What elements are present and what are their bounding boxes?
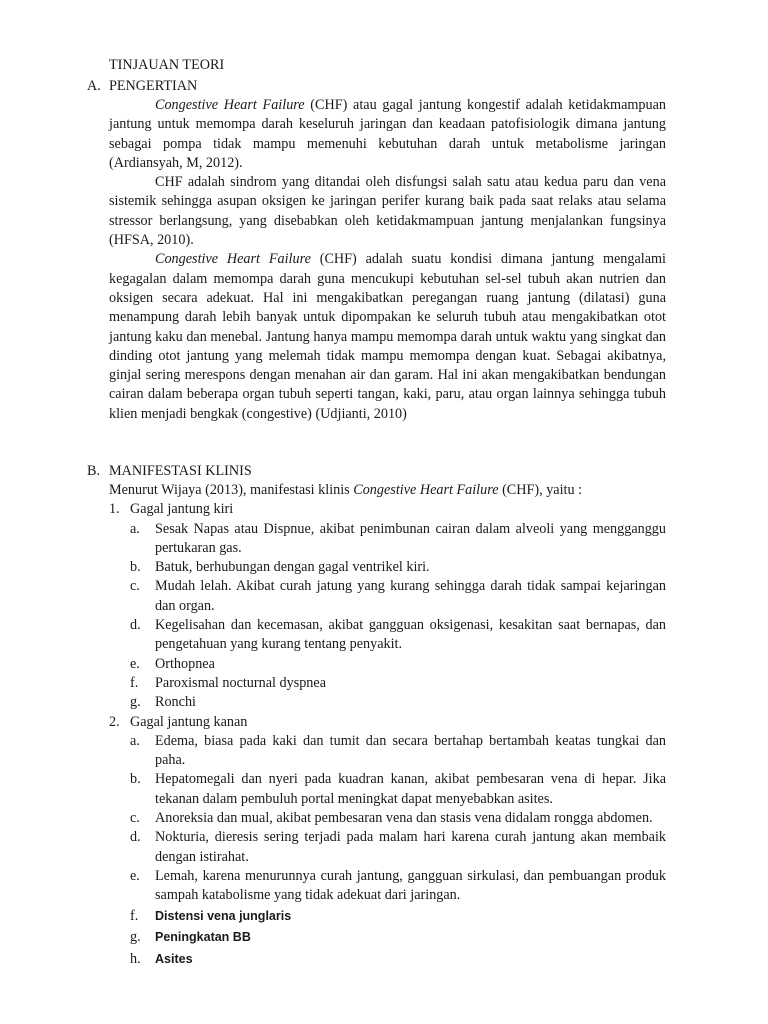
list-item	[109, 558, 666, 577]
paragraph-2: CHF adalah sindrom yang ditandai oleh disfungsi salah satu atau kedua paru dan vena sistemik sehingga asupan oksigen ke jaringan perifer kurang baik pada saat relaks atau selama stressor berlangsung, yang disebabkan oleh ketidakmampuan jantung menjalankan fungsinya (HFSA, 2010).	[109, 174, 666, 249]
list-item	[109, 577, 666, 616]
list-marker: c.	[130, 810, 140, 827]
list-item	[109, 770, 666, 809]
paragraph-1-term: Congestive Heart Failure	[155, 97, 305, 113]
intro-post: (CHF), yaitu :	[498, 482, 583, 498]
list-item-text: Sesak Napas atau Dispnue, akibat penimbunan cairan dalam alveoli yang mengganggu pertukaran gas.	[155, 520, 666, 556]
right-heart-failure-number: 2.	[109, 713, 120, 730]
section-a-letter: A.	[87, 78, 101, 94]
left-heart-failure-number: 1.	[109, 501, 120, 518]
list-item	[109, 674, 666, 693]
right-heart-failure-heading	[109, 713, 666, 732]
section-b-body	[109, 481, 666, 970]
list-item-text: Edema, biasa pada kaki dan tumit dan secara bertahap bertambah keatas tungkai dan paha.	[155, 732, 666, 769]
list-item-text: Peningkatan BB	[155, 930, 251, 945]
list-marker: e.	[130, 867, 140, 884]
list-marker: c.	[130, 578, 140, 595]
list-item-text: Nokturia, dieresis sering terjadi pada malam hari karena curah jantung akan membaik dengan istirahat.	[155, 829, 666, 865]
list-item-text: Lemah, karena menurunnya curah jantung, gangguan sirkulasi, dan pembuangan produk sampah katabolisme yang tidak adekuat dari jaringan.	[155, 867, 666, 904]
paragraph-1	[109, 96, 666, 173]
section-b-letter: B.	[87, 463, 101, 479]
list-marker: g.	[130, 694, 141, 711]
list-marker: e.	[130, 655, 140, 672]
list-marker: a.	[130, 520, 140, 537]
list-item-text: Distensi vena junglaris	[155, 908, 292, 923]
list-item-text: Batuk, berhubungan dengan gagal ventrikel kiri.	[155, 559, 430, 576]
list-item-text: Ronchi	[155, 694, 196, 711]
document-title: TINJAUAN TEORI	[109, 57, 225, 73]
list-item-text: Kegelisahan dan kecemasan, akibat gangguan oksigenasi, kesakitan saat bernapas, dan pengetahuan yang kurang tentang penyakit.	[155, 617, 666, 653]
left-heart-failure-title: Gagal jantung kiri	[130, 501, 234, 518]
list-item	[109, 949, 666, 971]
paragraph-3-text: (CHF) adalah suatu kondisi dimana jantung mengalami kegagalan dalam memompa darah guna mencukupi kebutuhan sel-sel tubuh akan nutrien dan oksigen secara adekuat. Hal ini mengakibatkan peregangan ruang jantung (dilatasi) guna menampung darah lebih banyak untuk dipompakan ke seluruh tubuh atau mengakibatkan otot jantung kaku dan menebal. Jantung hanya mampu memompa darah untuk waktu yang singkat dan dinding otot jantung yang melemah tidak mampu memompa dengan kuat. Sebagai akibatnya, ginjal sering merespons dengan menahan air dan garam. Hal ini akan mengakibatkan bendungan cairan dalam beberapa organ tubuh seperti tangan, kaki, paru, atau organ lainnya sehingga tubuh klien menjadi bengkak (congestive) (Udjianti, 2010)	[109, 251, 666, 422]
list-marker: b.	[130, 771, 141, 788]
section-a-body	[109, 96, 666, 424]
list-item	[109, 732, 666, 771]
left-heart-failure-heading	[109, 500, 666, 519]
list-marker: b.	[130, 559, 141, 576]
list-item	[109, 906, 666, 928]
list-item-text: Mudah lelah. Akibat curah jatung yang kurang sehingga darah tidak sampai kejaringan dan organ.	[155, 578, 666, 614]
section-b-title: MANIFESTASI KLINIS	[109, 463, 252, 479]
left-heart-failure-list	[109, 520, 666, 713]
list-marker: f.	[130, 907, 139, 924]
list-item-text: Orthopnea	[155, 655, 215, 672]
paragraph-1-text: (CHF) atau gagal jantung kongestif adalah ketidakmampuan jantung untuk memompa darah keseluruh jaringan dan keadaan patofisiologik dimana jantung sebagai pompa tidak mampu memenuhi kebutuhan darah untuk metabolisme jaringan (Ardiansyah, M, 2012).	[109, 97, 666, 171]
list-item	[109, 616, 666, 655]
list-item	[109, 520, 666, 559]
right-heart-failure-title: Gagal jantung kanan	[130, 713, 248, 730]
list-marker: f.	[130, 674, 139, 691]
list-item	[109, 809, 666, 828]
list-marker: d.	[130, 617, 141, 634]
list-item-text: Asites	[155, 951, 193, 966]
manifestation-intro	[109, 481, 666, 500]
list-item-text: Anoreksia dan mual, akibat pembesaran vena dan stasis vena didalam rongga abdomen.	[155, 810, 653, 827]
section-a-heading	[87, 77, 197, 96]
list-marker: h.	[130, 950, 141, 967]
list-item-text: Paroxismal nocturnal dyspnea	[155, 674, 326, 691]
list-marker: g.	[130, 929, 141, 946]
section-a-title: PENGERTIAN	[109, 78, 198, 94]
list-marker: d.	[130, 829, 141, 846]
list-item	[109, 927, 666, 949]
list-item	[109, 655, 666, 674]
list-item	[109, 693, 666, 712]
right-heart-failure-list	[109, 732, 666, 970]
intro-term: Congestive Heart Failure	[353, 482, 499, 498]
paragraph-3	[109, 250, 666, 424]
list-item-text: Hepatomegali dan nyeri pada kuadran kanan, akibat pembesaran vena di hepar. Jika tekanan dalam pembuluh portal meningkat dapat menyebabkan asites.	[155, 771, 666, 807]
section-b-heading	[87, 462, 252, 481]
list-marker: a.	[130, 732, 140, 749]
intro-pre: Menurut Wijaya (2013), manifestasi klinis	[109, 482, 354, 498]
paragraph-3-term: Congestive Heart Failure	[155, 251, 311, 268]
list-item	[109, 867, 666, 906]
list-item	[109, 828, 666, 867]
